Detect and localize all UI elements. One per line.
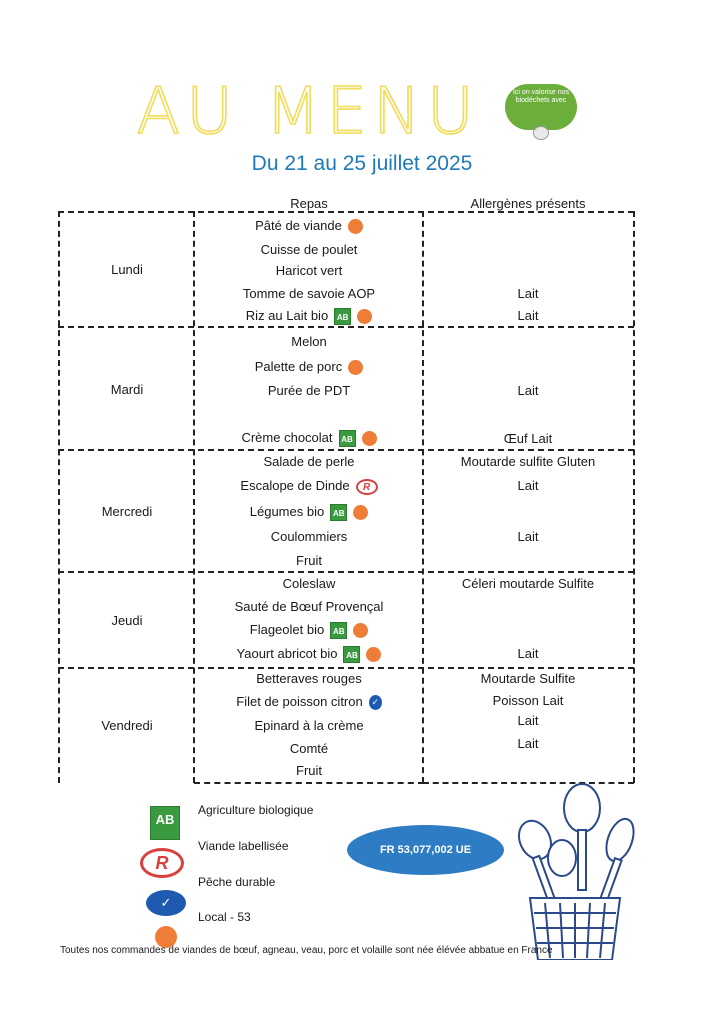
meal-item: Haricot vert [275, 263, 343, 278]
meal-item: Yaourt abricot bio AB [195, 646, 423, 662]
badge-text: Ici on valorise nos biodéchets avec [512, 89, 570, 104]
legend-peche-label: Pêche durable [198, 875, 276, 889]
column-header-repas: Repas [290, 196, 328, 211]
allergen-text: Poisson Lait [492, 693, 564, 708]
legend-label-rouge-label: Viande labellisée [198, 839, 289, 853]
local-icon [353, 623, 368, 638]
footer-note: Toutes nos commandes de viandes de bœuf, agneau, veau, porc et volaille sont née élévée abbatue en France [60, 945, 553, 956]
local-icon [366, 647, 381, 662]
biodechets-badge [505, 84, 577, 130]
legend-local-label: Local - 53 [198, 910, 251, 924]
meal-item: Fruit [296, 763, 322, 778]
column-header-allergenes: Allergènes présents [470, 196, 586, 211]
allergen-text: Lait [517, 646, 539, 661]
bio-icon: AB [343, 646, 360, 663]
meal-item: Tomme de savoie AOP [242, 286, 376, 301]
legend-label-rouge-icon: R [140, 848, 184, 878]
meal-item: Flageolet bio AB [195, 622, 423, 638]
badge-logo-icon [533, 126, 549, 140]
local-icon [353, 505, 368, 520]
meal-item: Coleslaw [282, 576, 336, 591]
allergen-text: Lait [517, 736, 539, 751]
meal-item: Crème chocolat AB [195, 430, 423, 446]
local-icon [348, 360, 363, 375]
meal-item: Coulommiers [270, 529, 348, 544]
allergen-text: Lait [517, 478, 539, 493]
bio-icon: AB [330, 504, 347, 521]
local-icon [357, 309, 372, 324]
day-mardi: Mardi [110, 382, 144, 397]
legend-bio-label: Agriculture biologique [198, 803, 314, 817]
day-mercredi: Mercredi [101, 504, 153, 519]
legend-bio-icon: AB [150, 806, 180, 840]
day-lundi: Lundi [111, 262, 143, 277]
meal-item: Palette de porc [195, 359, 423, 375]
meal-item: Comté [289, 741, 329, 756]
meal-item: Pâté de viande [195, 218, 423, 234]
allergen-text: Lait [517, 286, 539, 301]
label-rouge-icon: R [356, 479, 378, 495]
allergen-text: Œuf Lait [503, 431, 553, 446]
meal-item: Betteraves rouges [256, 671, 362, 686]
meal-item: Cuisse de poulet [260, 242, 358, 257]
day-jeudi: Jeudi [111, 613, 143, 628]
local-icon [362, 431, 377, 446]
allergen-text: Moutarde sulfite Gluten [460, 454, 596, 469]
meal-item: Sauté de Bœuf Provençal [234, 599, 384, 614]
bio-icon: AB [330, 622, 347, 639]
local-icon [348, 219, 363, 234]
bio-icon: AB [334, 308, 351, 325]
meal-item: Riz au Lait bio AB [195, 308, 423, 324]
menu-dates: Du 21 au 25 juillet 2025 [251, 152, 473, 175]
meal-item: Epinard à la crème [254, 718, 364, 733]
meal-item: Fruit [296, 553, 322, 568]
meal-item: Filet de poisson citron ✓ [195, 694, 423, 710]
peche-durable-icon: ✓ [369, 695, 382, 710]
page-title: AU MENU [136, 75, 480, 149]
allergen-text: Moutarde Sulfite [480, 671, 576, 686]
legend-peche-durable-icon: ✓ [146, 890, 186, 916]
utensils-illustration-icon [500, 778, 650, 960]
allergen-text: Lait [517, 308, 539, 323]
meal-item: Salade de perle [263, 454, 355, 469]
day-vendredi: Vendredi [101, 718, 153, 733]
allergen-text: Lait [517, 529, 539, 544]
allergen-text: Lait [517, 383, 539, 398]
allergen-text: Céleri moutarde Sulfite [461, 576, 595, 591]
allergen-text: Lait [517, 713, 539, 728]
bio-icon: AB [339, 430, 356, 447]
meal-item: Légumes bio AB [195, 504, 423, 520]
ue-stamp: FR 53,077,002 UE [347, 825, 504, 875]
meal-item: Escalope de Dinde R [195, 478, 423, 494]
meal-item: Melon [291, 334, 327, 349]
meal-item: Purée de PDT [267, 383, 351, 398]
